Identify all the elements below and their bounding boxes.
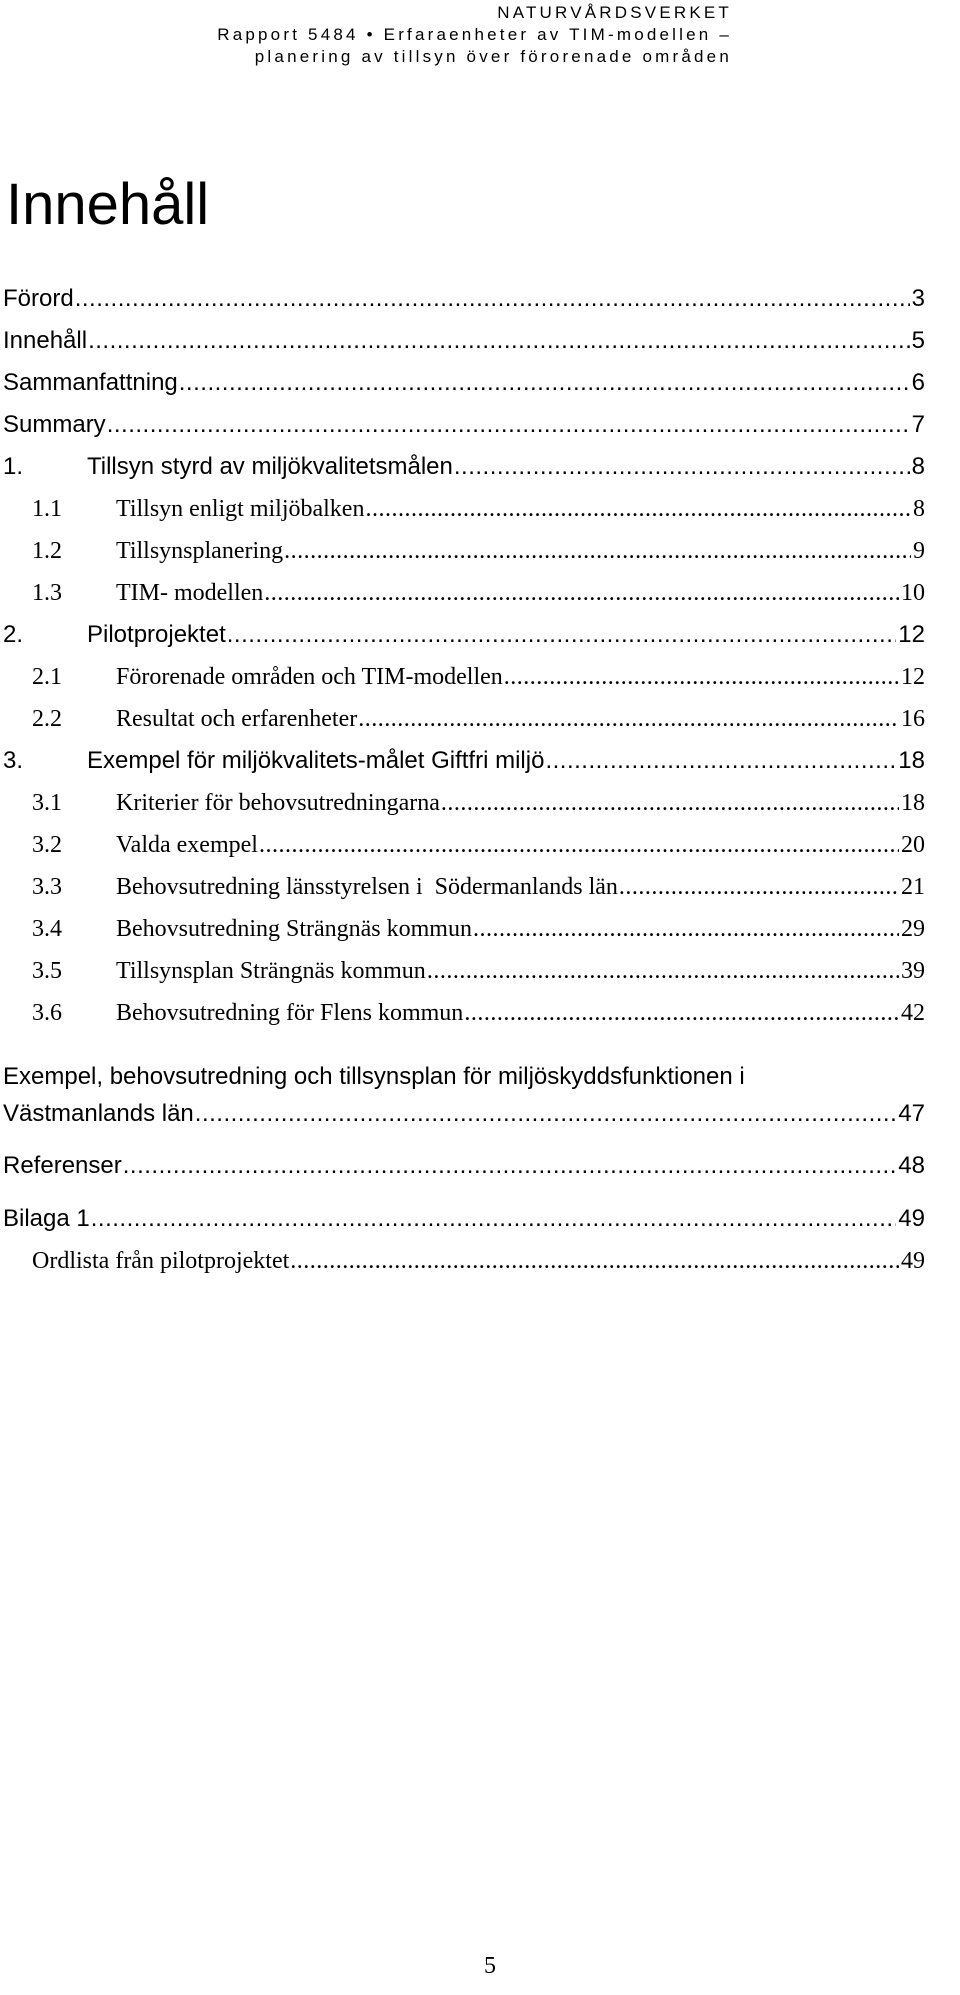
- toc-leader: [464, 997, 899, 1029]
- toc-entry-section-2-1[interactable]: [32, 661, 925, 693]
- toc-leader: [504, 661, 899, 693]
- toc-page-number: 7: [911, 411, 925, 438]
- toc-page-number: 48: [898, 1152, 925, 1179]
- toc-entry-innehall[interactable]: [3, 325, 925, 357]
- toc-entry-sammanfattning[interactable]: [3, 367, 925, 399]
- toc-page-number: 12: [898, 621, 925, 648]
- toc-page-number: 16: [901, 706, 925, 732]
- toc-entry-section-3-1[interactable]: [32, 787, 925, 819]
- toc-entry-chapter-3[interactable]: [3, 745, 925, 777]
- toc-leader: [88, 325, 910, 357]
- toc-entry-label: Tillsynsplan Strängnäs kommun: [116, 958, 426, 984]
- toc-leader: [264, 577, 899, 609]
- toc-leader: [454, 451, 910, 483]
- toc-entry-section-1-3[interactable]: [32, 577, 925, 609]
- toc-entry-exempel-line-1[interactable]: Exempel, behovsutredning och tillsynsplan för miljöskyddsfunktionen i: [3, 1063, 745, 1090]
- toc-leader: [75, 283, 910, 315]
- toc-entry-label: Kriterier för behovsutredningarna: [116, 790, 440, 816]
- toc-entry-number: 1.: [3, 453, 24, 480]
- toc-leader: [227, 619, 897, 651]
- toc-entry-label: Tillsyn enligt miljöbalken: [116, 496, 365, 522]
- toc-entry-number: 3.: [3, 747, 24, 774]
- toc-entry-section-3-3[interactable]: [32, 871, 925, 903]
- toc-leader: [290, 1245, 899, 1277]
- toc-entry-label: Behovsutredning för Flens kommun: [116, 1000, 464, 1026]
- toc-entry-label: Resultat och erfarenheter: [116, 706, 358, 732]
- toc-entry-label: TIM- modellen: [116, 580, 264, 606]
- toc-page-number: 3: [911, 285, 925, 312]
- toc-page-number: 12: [901, 664, 925, 690]
- toc-leader: [107, 409, 910, 441]
- report-title-line-1: Rapport 5484 • Erfaraenheter av TIM-modellen –: [217, 25, 732, 44]
- toc-entry-label: Sammanfattning: [3, 369, 178, 396]
- toc-page-number: 9: [913, 538, 925, 564]
- toc-page-number: 18: [901, 790, 925, 816]
- toc-entry-section-1-1[interactable]: [32, 493, 925, 525]
- toc-entry-exempel-line-2[interactable]: [3, 1098, 925, 1130]
- toc-entry-bilaga-1[interactable]: [3, 1203, 925, 1235]
- toc-entry-number: 3.4: [32, 916, 62, 942]
- toc-leader: [91, 1203, 897, 1235]
- toc-page-number: 8: [913, 496, 925, 522]
- toc-entry-label: Innehåll: [3, 327, 88, 354]
- toc-page-number: 8: [911, 453, 925, 480]
- toc-entry-label: Pilotprojektet: [87, 621, 226, 648]
- toc-entry-number: 1.2: [32, 538, 62, 564]
- toc-leader: [195, 1098, 897, 1130]
- toc-page-number: 39: [901, 958, 925, 984]
- toc-entry-label: Referenser: [3, 1152, 122, 1179]
- toc-entry-number: 2.2: [32, 706, 62, 732]
- toc-entry-label: Summary: [3, 411, 106, 438]
- toc-entry-section-3-2[interactable]: [32, 829, 925, 861]
- toc-entry-label: Förorenade områden och TIM-modellen: [116, 664, 503, 690]
- toc-entry-label: Behovsutredning Strängnäs kommun: [116, 916, 472, 942]
- toc-leader: [545, 745, 896, 777]
- page-number: 5: [484, 1953, 496, 1979]
- toc-entry-section-3-4[interactable]: [32, 913, 925, 945]
- toc-entry-section-3-5[interactable]: [32, 955, 925, 987]
- toc-entry-label: Exempel för miljökvalitets-målet Giftfri miljö: [87, 747, 545, 774]
- toc-entry-section-3-6[interactable]: [32, 997, 925, 1029]
- toc-entry-label: Bilaga 1: [3, 1205, 90, 1232]
- toc-page-number: 49: [898, 1205, 925, 1232]
- report-title-line-2: planering av tillsyn över förorenade områden: [254, 47, 732, 66]
- toc-page-number: 6: [911, 369, 925, 396]
- toc-entry-number: 1.1: [32, 496, 62, 522]
- toc-entry-summary[interactable]: [3, 409, 925, 441]
- toc-leader: [123, 1150, 897, 1182]
- toc-page-number: 29: [901, 916, 925, 942]
- toc-page-number: 42: [901, 1000, 925, 1026]
- toc-page-number: 18: [898, 747, 925, 774]
- toc-page-number: 47: [898, 1100, 925, 1127]
- toc-entry-label: Valda exempel: [116, 832, 258, 858]
- toc-entry-chapter-1[interactable]: [3, 451, 925, 483]
- toc-entry-label: Behovsutredning länsstyrelsen i Södermanlands län: [116, 874, 618, 900]
- toc-entry-label: Ordlista från pilotprojektet: [32, 1248, 290, 1274]
- toc-entry-number: 3.1: [32, 790, 62, 816]
- toc-leader: [284, 535, 911, 567]
- toc-leader: [427, 955, 899, 987]
- toc-entry-referenser[interactable]: [3, 1150, 925, 1182]
- toc-entry-section-2-2[interactable]: [32, 703, 925, 735]
- publisher-name: NATURVÅRDSVERKET: [497, 3, 732, 22]
- toc-entry-number: 2.1: [32, 664, 62, 690]
- toc-entry-number: 3.2: [32, 832, 62, 858]
- toc-entry-number: 3.6: [32, 1000, 62, 1026]
- toc-leader: [619, 871, 899, 903]
- toc-page-number: 21: [901, 874, 925, 900]
- toc-leader: [259, 829, 899, 861]
- toc-leader: [473, 913, 899, 945]
- toc-entry-forord[interactable]: [3, 283, 925, 315]
- toc-entry-number: 3.3: [32, 874, 62, 900]
- toc-entry-label: Tillsyn styrd av miljökvalitetsmålen: [87, 453, 453, 480]
- toc-page-number: 49: [901, 1248, 925, 1274]
- toc-leader: [441, 787, 899, 819]
- toc-entry-section-1-2[interactable]: [32, 535, 925, 567]
- toc-entry-label: Västmanlands län: [3, 1100, 194, 1127]
- page-title: Innehåll: [6, 172, 210, 237]
- toc-leader: [365, 493, 911, 525]
- toc-entry-label: Tillsynsplanering: [116, 538, 284, 564]
- running-header: [217, 2, 732, 68]
- toc-entry-ordlista[interactable]: [32, 1245, 925, 1277]
- toc-entry-number: 2.: [3, 621, 24, 648]
- toc-page-number: 5: [911, 327, 925, 354]
- toc-entry-label: Förord: [3, 285, 74, 312]
- toc-leader: [179, 367, 910, 399]
- toc-entry-chapter-2[interactable]: [3, 619, 925, 651]
- toc-entry-number: 3.5: [32, 958, 62, 984]
- toc-page-number: 10: [901, 580, 925, 606]
- toc-page-number: 20: [901, 832, 925, 858]
- toc-entry-number: 1.3: [32, 580, 62, 606]
- toc-leader: [358, 703, 899, 735]
